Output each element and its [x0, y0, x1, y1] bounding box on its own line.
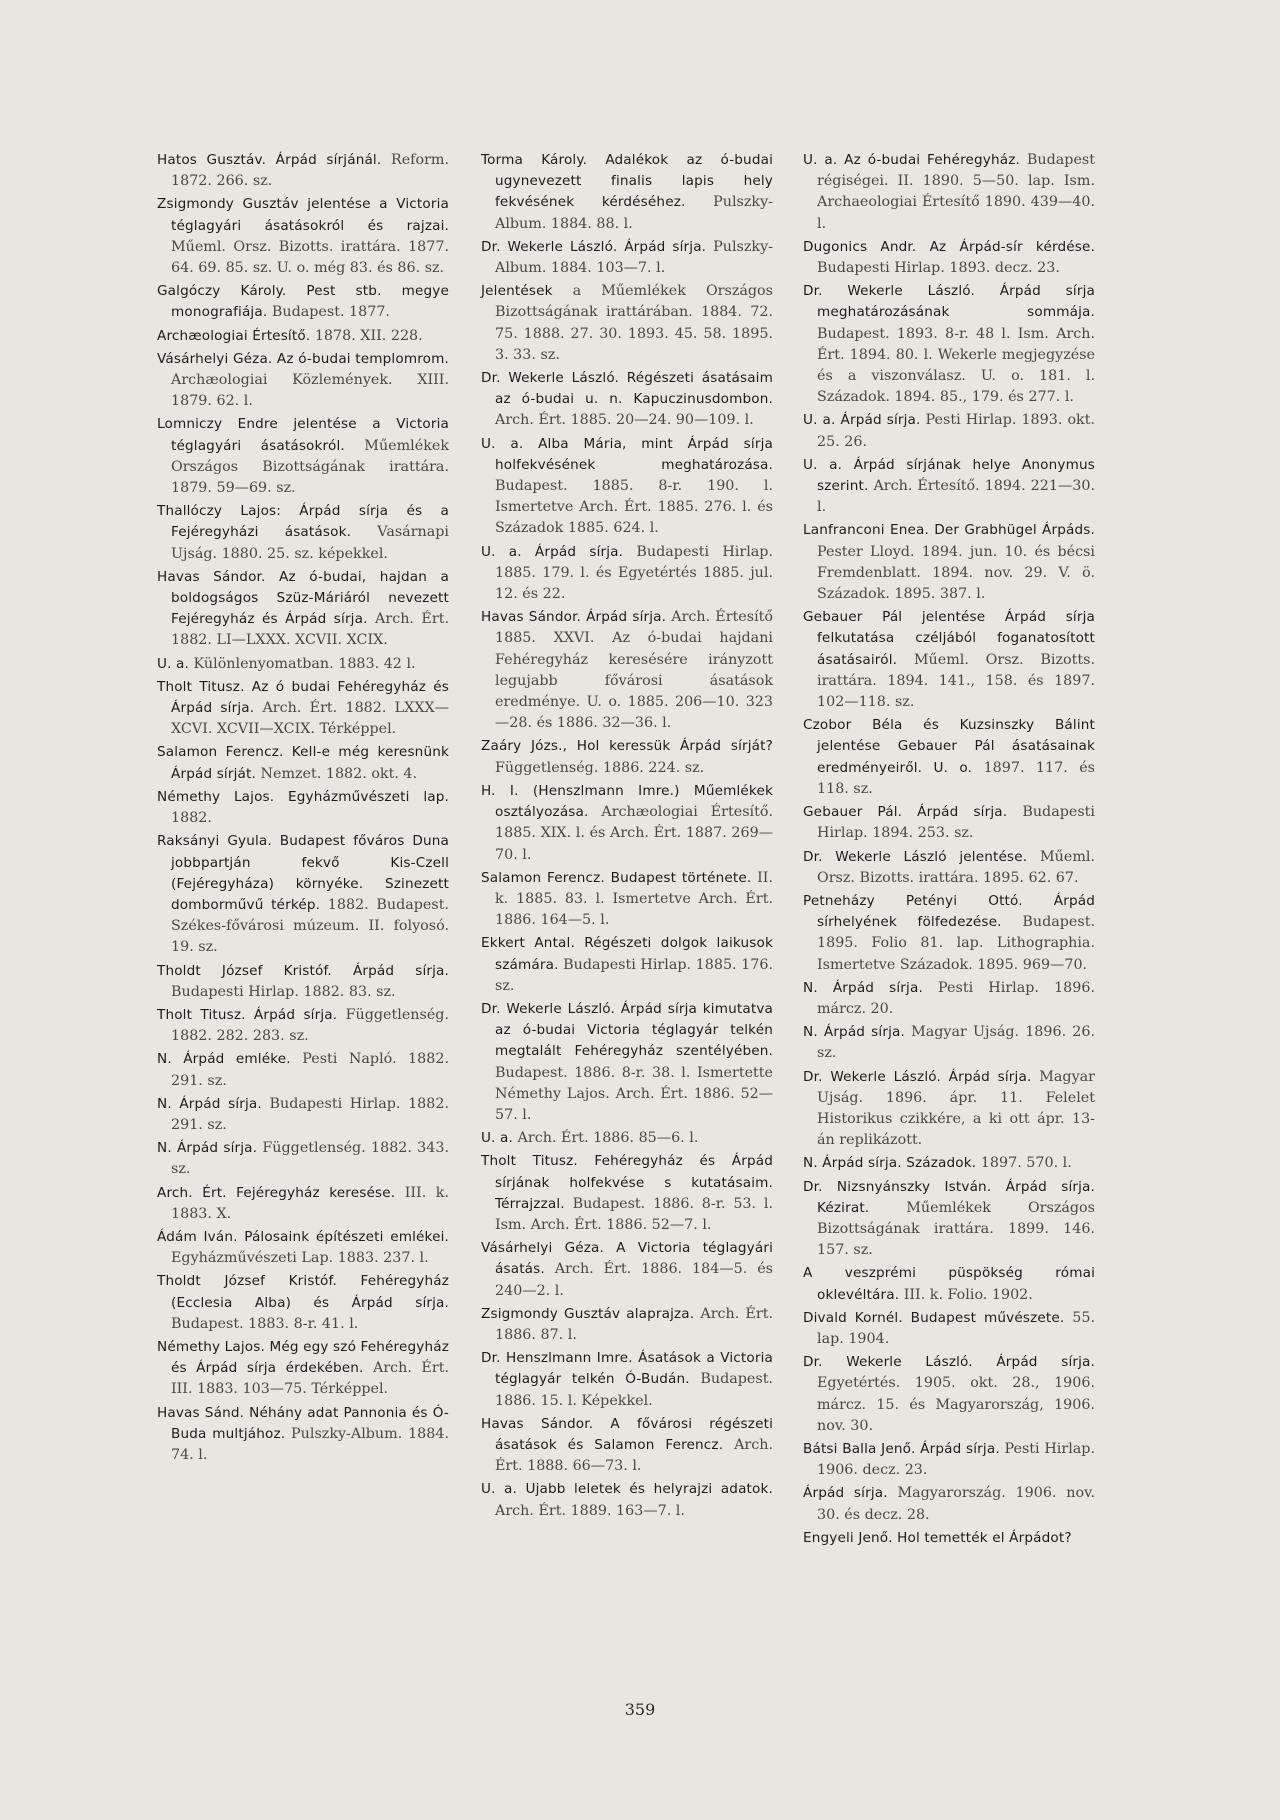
- bibliography-entry: [481, 736, 773, 778]
- entry-author-title: Tholdt József Kristóf. Árpád sírja.: [157, 962, 449, 979]
- bibliography-entry: [481, 1414, 773, 1478]
- bibliography-entry: [157, 194, 449, 279]
- entry-citation: Arch. Ért. III. 1883. 103—75. Térképpel.: [171, 1360, 449, 1398]
- bibliography-entry: [157, 501, 449, 565]
- entry-citation: Műemlékek Országos Bizottságának irattára. 1879. 59—69. sz.: [171, 437, 449, 497]
- entry-citation: a Műemlékek Országos Bizottságának irattárában. 1884. 72. 75. 1888. 27. 30. 1893. 45. 58. 1895. 3. 33. sz.: [495, 283, 773, 363]
- bibliography-entry: [157, 281, 449, 323]
- bibliography-entry: [481, 237, 773, 279]
- entry-author-title: N. Árpád sírja. Századok.: [803, 1155, 977, 1172]
- bibliography-entry: [803, 150, 1095, 235]
- bibliography-entry: [803, 1439, 1095, 1481]
- bibliography-column-3: [803, 150, 1095, 1551]
- entry-author-title: U. a. Árpád sírja.: [481, 543, 624, 560]
- bibliography-entry: [157, 349, 449, 413]
- entry-citation: Függetlenség. 1886. 224. sz.: [495, 759, 705, 776]
- entry-author-title: Dr. Wekerle László. Árpád sírja.: [803, 1354, 1095, 1371]
- bibliography-entry: [803, 520, 1095, 605]
- bibliography-entry: [803, 410, 1095, 452]
- entry-citation: Magyarország. 1906. nov. 30. és decz. 28.: [817, 1485, 1095, 1523]
- entry-citation: Különlenyomatban. 1883. 42 l.: [189, 655, 416, 672]
- entry-author-title: U. a.: [481, 1130, 513, 1147]
- entry-citation: Magyar Ujság. 1896. 26. sz.: [817, 1024, 1096, 1062]
- bibliography-entry: [481, 368, 773, 432]
- entry-citation: Pester Lloyd. 1894. jun. 10. és bécsi Fremdenblatt. 1894. nov. 29. V. ö. Századok. 1895. 387. l.: [817, 543, 1095, 603]
- entry-citation: Műemlékek Országos Bizottságának irattára. 1899. 146. 157. sz.: [817, 1199, 1095, 1259]
- bibliography-entry: [803, 1153, 1095, 1174]
- entry-citation: 55. lap. 1904.: [817, 1309, 1095, 1347]
- entry-citation: 1897. 117. és 118. sz.: [817, 759, 1095, 797]
- bibliography-entry: [157, 414, 449, 499]
- entry-author-title: Bátsi Balla Jenő. Árpád sírja.: [803, 1440, 1000, 1457]
- entry-citation: Arch. Ért. 1885. 20—24. 90—109. l.: [495, 412, 754, 429]
- entry-author-title: U. a.: [157, 655, 189, 672]
- bibliography-entry: [803, 715, 1095, 800]
- entry-citation: Budapest. 1886. 15. l. Képekkel.: [495, 1371, 773, 1409]
- entry-author-title: Arch. Ért. Fejéregyház keresése.: [157, 1184, 396, 1201]
- entry-citation: Budapest. 1885. 8-r. 190. l. Ismertetve Arch. Ért. 1885. 276. l. és Századok 1885. 624. l.: [495, 478, 773, 537]
- entry-author-title: Tholt Titusz. Fehéregyház és Árpád sírjának holfekvése s kutatásaim. Térrajzzal.: [481, 1153, 773, 1212]
- entry-citation: Budapest. 1895. Folio 81. lap. Lithographia. Ismertetve Századok. 1895. 969—70.: [817, 914, 1095, 973]
- entry-author-title: Raksányi Gyula. Budapest főváros Duna jobbpartján fekvő Kis-Czell (Fejéregyháza) környéke. Szinezett domborművű térkép.: [157, 833, 449, 913]
- bibliography-entry: [803, 891, 1095, 976]
- entry-author-title: Árpád sírja.: [803, 1485, 888, 1502]
- bibliography-entry: [481, 1304, 773, 1346]
- bibliography-entry: [157, 1138, 449, 1180]
- bibliography-entry: [157, 1005, 449, 1047]
- bibliography-entry: [481, 1151, 773, 1236]
- entry-author-title: Tholdt József Kristóf. Fehéregyház (Ecclesia Alba) és Árpád sírja.: [157, 1273, 449, 1311]
- bibliography-entry: [157, 567, 449, 652]
- entry-author-title: Dr. Wekerle László. Árpád sírja.: [481, 238, 707, 255]
- bibliography-entry: [157, 787, 449, 829]
- page-number: 359: [624, 1700, 656, 1719]
- entry-citation: Arch. Értesítő 1885. XXVI. Az ó-budai hajdani Fehéregyház keresésére irányzott legujabb fővárosi ásatások eredménye. U. o. 1885. 206—10. 323—28. és 1886. 32—36. l.: [495, 609, 774, 732]
- entry-citation: Arch. Ért. 1886. 85—6. l.: [513, 1130, 699, 1147]
- entry-citation: III. k. 1883. X.: [171, 1184, 449, 1222]
- entry-author-title: Dr. Wekerle László. Árpád sírja kimutatva az ó-budai Victoria téglagyár telkén megtalált Fehéregyház szentélyében.: [481, 1000, 773, 1060]
- entry-citation: Vasárnapi Ujság. 1880. 25. sz. képekkel.: [171, 524, 449, 562]
- entry-citation: Budapest régiségei. II. 1890. 5—50. lap. Ism. Archaeologiai Értesítő 1890. 439—40. l.: [817, 152, 1095, 232]
- bibliography-column-2: [481, 150, 773, 1524]
- bibliography-entry: [803, 1308, 1095, 1350]
- bibliography-entry: [803, 281, 1095, 408]
- entry-author-title: Czobor Béla és Kuzsinszky Bálint jelentése Gebauer Pál ásatásainak eredményeiről. U. o.: [803, 717, 1095, 776]
- entry-citation: Pesti Hirlap. 1896. márcz. 20.: [817, 979, 1096, 1017]
- bibliography-entry: [803, 1352, 1095, 1437]
- bibliography-entry: [157, 326, 449, 347]
- entry-author-title: Thallóczy Lajos: Árpád sírja és a Fejéregyházi ásatások.: [157, 503, 449, 541]
- entry-citation: Függetlenség. 1882. 282. 283. sz.: [171, 1006, 449, 1045]
- entry-citation: Műeml. Orsz. Bizotts. irattára. 1877. 64. 69. 85. sz. U. o. még 83. és 86. sz.: [171, 238, 449, 277]
- bibliography-entry: [803, 802, 1095, 844]
- bibliography-entry: [481, 607, 773, 734]
- entry-author-title: Dr. Henszlmann Imre. Ásatások a Victoria téglagyár telkén Ó-Budán.: [481, 1350, 773, 1388]
- entry-citation: Pulszky-Album. 1884. 74. l.: [171, 1425, 449, 1463]
- bibliography-entry: [157, 150, 449, 192]
- entry-citation: Budapesti Hirlap. 1885. 179. l. és Egyetértés 1885. jul. 12. és 22.: [495, 543, 773, 603]
- entry-citation: Budapesti Hirlap. 1885. 176. sz.: [495, 956, 773, 994]
- entry-citation: Pulszky-Album. 1884. 88. l.: [495, 194, 773, 232]
- entry-author-title: Ádám Iván. Pálosaink építészeti emlékei.: [157, 1228, 449, 1245]
- bibliography-entry: [157, 1183, 449, 1225]
- entry-author-title: Dr. Wekerle László jelentése.: [803, 848, 1028, 865]
- entry-citation: Budapesti Hirlap. 1894. 253. sz.: [817, 804, 1095, 842]
- bibliography-entry: [481, 542, 773, 606]
- entry-author-title: Lomniczy Endre jelentése a Victoria téglagyári ásatásokról.: [157, 416, 449, 454]
- entry-author-title: Petneházy Petényi Ottó. Árpád sírhelyének fölfedezése.: [803, 892, 1095, 931]
- entry-citation: Budapest. 1877.: [267, 304, 390, 321]
- entry-citation: Budapest. 1886. 8-r. 38. l. Ismertette Némethy Lajos. Arch. Ért. 1886. 52—57. l.: [495, 1064, 773, 1123]
- entry-citation: Archæologiai Közlemények. XIII. 1879. 62. l.: [171, 372, 449, 410]
- entry-citation: Arch. Értesítő. 1894. 221—30. l.: [817, 478, 1095, 516]
- entry-author-title: H. I. (Henszlmann Imre.) Műemlékek osztályozása.: [481, 782, 773, 821]
- entry-author-title: U. a. Alba Mária, mint Árpád sírja holfekvésének meghatározása.: [481, 435, 773, 473]
- entry-citation: Archæologiai Értesítő. 1885. XIX. l. és Arch. Ért. 1887. 269—70. l.: [495, 804, 773, 863]
- entry-citation: Budapest. 1886. 8-r. 53. l. Ism. Arch. Ért. 1886. 52—7. l.: [495, 1195, 773, 1233]
- entry-author-title: Havas Sándor. Árpád sírja.: [481, 609, 667, 626]
- entry-author-title: Dr. Wekerle László. Árpád sírja.: [803, 1068, 1032, 1085]
- entry-author-title: Havas Sánd. Néhány adat Pannonia és Ó-Buda multjához.: [157, 1404, 449, 1442]
- bibliography-entry: [481, 999, 773, 1126]
- entry-author-title: Némethy Lajos. Egyházművészeti lap.: [157, 788, 449, 805]
- entry-author-title: Dr. Wekerle László. Árpád sírja meghatározásának sommája.: [803, 283, 1095, 321]
- bibliography-entry: [157, 961, 449, 1003]
- entry-author-title: Ekkert Antal. Régészeti dolgok laikusok számára.: [481, 935, 773, 973]
- entry-citation: Pulszky-Album. 1884. 103—7. l.: [495, 238, 773, 277]
- entry-citation: Nemzet. 1882. okt. 4.: [255, 765, 418, 782]
- entry-citation: III. k. Folio. 1902.: [899, 1286, 1033, 1303]
- bibliography-entry: [803, 607, 1095, 713]
- bibliography-entry: [157, 742, 449, 784]
- entry-citation: Budapesti Hirlap. 1882. 291. sz.: [171, 1095, 450, 1133]
- bibliography-entry: [481, 1348, 773, 1412]
- entry-author-title: Némethy Lajos. Még egy szó Fehéregyház és Árpád sírja érdekében.: [157, 1338, 449, 1377]
- entry-citation: Egyetértés. 1905. okt. 28., 1906. márcz. 15. és Magyarország, 1906. nov. 30.: [817, 1375, 1095, 1434]
- entry-author-title: Gebauer Pál jelentése Árpád sírja felkutatása czéljából foganatosított ásatásairól.: [803, 609, 1095, 668]
- bibliography-entry: [157, 654, 449, 675]
- entry-author-title: Salamon Ferencz. Budapest története.: [481, 869, 752, 886]
- entry-citation: Reform. 1872. 266. sz.: [171, 152, 450, 190]
- entry-author-title: Salamon Ferencz. Kell-e még keresnünk Árpád sírját.: [157, 744, 449, 782]
- entry-author-title: Gebauer Pál. Árpád sírja.: [803, 804, 1008, 821]
- entry-author-title: Zaáry Józs., Hol keressük Árpád sírját?: [481, 738, 773, 755]
- bibliography-entry: [803, 1528, 1095, 1549]
- entry-citation: Egyházművészeti Lap. 1883. 237. l.: [171, 1250, 429, 1267]
- entry-author-title: Zsigmondy Gusztáv alaprajza.: [481, 1305, 695, 1322]
- entry-citation: Arch. Ért. 1882. LXXX—XCVI. XCVII—XCIX. Térképpel.: [171, 700, 449, 738]
- bibliography-entry: [481, 150, 773, 235]
- entry-citation: II. k. 1885. 83. l. Ismertetve Arch. Ért. 1886. 164—5. l.: [495, 869, 773, 929]
- entry-author-title: N. Árpád emléke.: [157, 1051, 291, 1068]
- entry-citation: Függetlenség. 1882. 343. sz.: [171, 1140, 450, 1178]
- entry-author-title: Jelentések: [481, 283, 553, 300]
- bibliography-entry: [157, 1337, 449, 1401]
- entry-author-title: U. a. Az ó-budai Fehéregyház.: [803, 152, 1021, 168]
- bibliography-entry: [803, 978, 1095, 1020]
- entry-author-title: N. Árpád sírja.: [803, 979, 923, 996]
- entry-citation: 1882.: [171, 810, 212, 827]
- entry-citation: 1882. Budapest. Székes-fővárosi múzeum. II. folyosó. 19. sz.: [171, 896, 449, 956]
- bibliography-entry: [481, 781, 773, 866]
- entry-author-title: Dr. Wekerle László. Régészeti ásatásaim az ó-budai u. n. Kapuczinusdombon.: [481, 370, 773, 408]
- entry-citation: Pesti Hirlap. 1893. okt. 25. 26.: [817, 412, 1095, 450]
- bibliography-entry: [157, 1271, 449, 1335]
- bibliography-entry: [803, 847, 1095, 889]
- bibliography-entry: [803, 1177, 1095, 1262]
- bibliography-entry: [803, 237, 1095, 279]
- entry-citation: Arch. Ért. 1882. LI—LXXX. XCVII. XCIX.: [171, 611, 449, 649]
- bibliography-entry: [481, 434, 773, 540]
- entry-author-title: U. a. Ujabb leletek és helyrajzi adatok.: [481, 1481, 773, 1498]
- bibliography-entry: [157, 677, 449, 741]
- entry-author-title: Hatos Gusztáv. Árpád sírjánál.: [157, 152, 382, 168]
- bibliography-entry: [481, 868, 773, 932]
- bibliography-column-1: [157, 150, 449, 1468]
- bibliography-entry: [803, 1022, 1095, 1064]
- entry-citation: Budapest. 1893. 8-r. 48 l. Ism. Arch. Ért. 1894. 80. l. Wekerle megjegyzése és a viszonválasz. U. o. 181. l. Századok. 1894. 85., 179. és 277. l.: [817, 325, 1095, 406]
- entry-citation: 1878. XII. 228.: [310, 327, 423, 344]
- entry-citation: Budapesti Hirlap. 1882. 83. sz.: [171, 983, 396, 1000]
- entry-author-title: Dugonics Andr. Az Árpád-sír kérdése.: [803, 238, 1095, 255]
- bibliography-entry: [157, 831, 449, 958]
- entry-author-title: Vásárhelyi Géza. A Victoria téglagyári ásatás.: [481, 1240, 773, 1278]
- entry-citation: Arch. Ért. 1886. 184—5. és 240—2. l.: [495, 1261, 773, 1299]
- entry-citation: 1897. 570. l.: [976, 1155, 1072, 1172]
- entry-citation: Arch. Ért. 1888. 66—73. l.: [495, 1436, 773, 1475]
- entry-author-title: Archæologiai Értesítő.: [157, 327, 311, 344]
- entry-author-title: Lanfranconi Enea. Der Grabhügel Árpáds.: [803, 522, 1095, 539]
- entry-author-title: Havas Sándor. A fővárosi régészeti ásatások és Salamon Ferencz.: [481, 1415, 773, 1453]
- bibliography-entry: [803, 1263, 1095, 1305]
- entry-author-title: N. Árpád sírja.: [157, 1095, 262, 1112]
- entry-author-title: Divald Kornél. Budapest művészete.: [803, 1309, 1065, 1326]
- bibliography-entry: [803, 1483, 1095, 1525]
- entry-author-title: U. a. Árpád sírja.: [803, 412, 921, 429]
- entry-citation: Arch. Ért. 1889. 163—7. l.: [495, 1502, 685, 1519]
- entry-citation: Budapesti Hirlap. 1893. decz. 23.: [817, 260, 1060, 277]
- entry-author-title: A veszprémi püspökség római oklevéltára.: [803, 1265, 1095, 1303]
- bibliography-entry: [157, 1094, 449, 1136]
- entry-author-title: N. Árpád sírja.: [157, 1140, 258, 1157]
- bibliography-entry: [157, 1227, 449, 1269]
- entry-citation: Műeml. Orsz. Bizotts. irattára. 1895. 62. 67.: [817, 848, 1096, 886]
- entry-author-title: Tholt Titusz. Árpád sírja.: [157, 1006, 338, 1023]
- entry-citation: Magyar Ujság. 1896. ápr. 11. Felelet Historikus czikkére, a ki ott ápr. 13-án replikázott.: [817, 1068, 1096, 1149]
- entry-author-title: Torma Károly. Adalékok az ó-budai ugynevezett finalis lapis hely fekvésének kérdéséhez.: [481, 152, 773, 211]
- entry-citation: Pesti Hirlap. 1906. decz. 23.: [817, 1440, 1095, 1479]
- entry-citation: Budapest. 1883. 8-r. 41. l.: [171, 1315, 359, 1332]
- entry-author-title: Dr. Nizsnyánszky István. Árpád sírja. Kézirat.: [803, 1178, 1095, 1216]
- entry-author-title: N. Árpád sírja.: [803, 1024, 905, 1041]
- entry-author-title: Galgóczy Károly. Pest stb. megye monografiája.: [157, 283, 449, 321]
- entry-author-title: Zsigmondy Gusztáv jelentése a Victoria téglagyári ásatásokról és rajzai.: [157, 196, 449, 234]
- entry-author-title: Vásárhelyi Géza. Az ó-budai templomrom.: [157, 350, 449, 367]
- bibliography-entry: [481, 933, 773, 997]
- entry-citation: Műeml. Orsz. Bizotts. irattára. 1894. 141., 158. és 1897. 102—118. sz.: [817, 651, 1095, 711]
- bibliography-entry: [481, 1128, 773, 1149]
- bibliography-entry: [157, 1403, 449, 1467]
- bibliography-entry: [803, 455, 1095, 519]
- entry-author-title: Engyeli Jenő. Hol temették el Árpádot?: [803, 1529, 1072, 1546]
- entry-author-title: Havas Sándor. Az ó-budai, hajdan a boldogságos Szüz-Máriáról nevezett Fejéregyház és Árpád sírja.: [157, 568, 449, 628]
- bibliography-entry: [481, 1238, 773, 1302]
- entry-author-title: Tholt Titusz. Az ó budai Fehéregyház és Árpád sírja.: [157, 678, 449, 717]
- entry-citation: Arch. Ért. 1886. 87. l.: [495, 1305, 773, 1343]
- bibliography-entry: [803, 1067, 1095, 1152]
- bibliography-entry: [157, 1049, 449, 1091]
- entry-author-title: U. a. Árpád sírjának helye Anonymus szerint.: [803, 456, 1095, 495]
- entry-citation: Pesti Napló. 1882. 291. sz.: [171, 1051, 449, 1089]
- bibliography-entry: [481, 281, 773, 366]
- bibliography-entry: [481, 1479, 773, 1521]
